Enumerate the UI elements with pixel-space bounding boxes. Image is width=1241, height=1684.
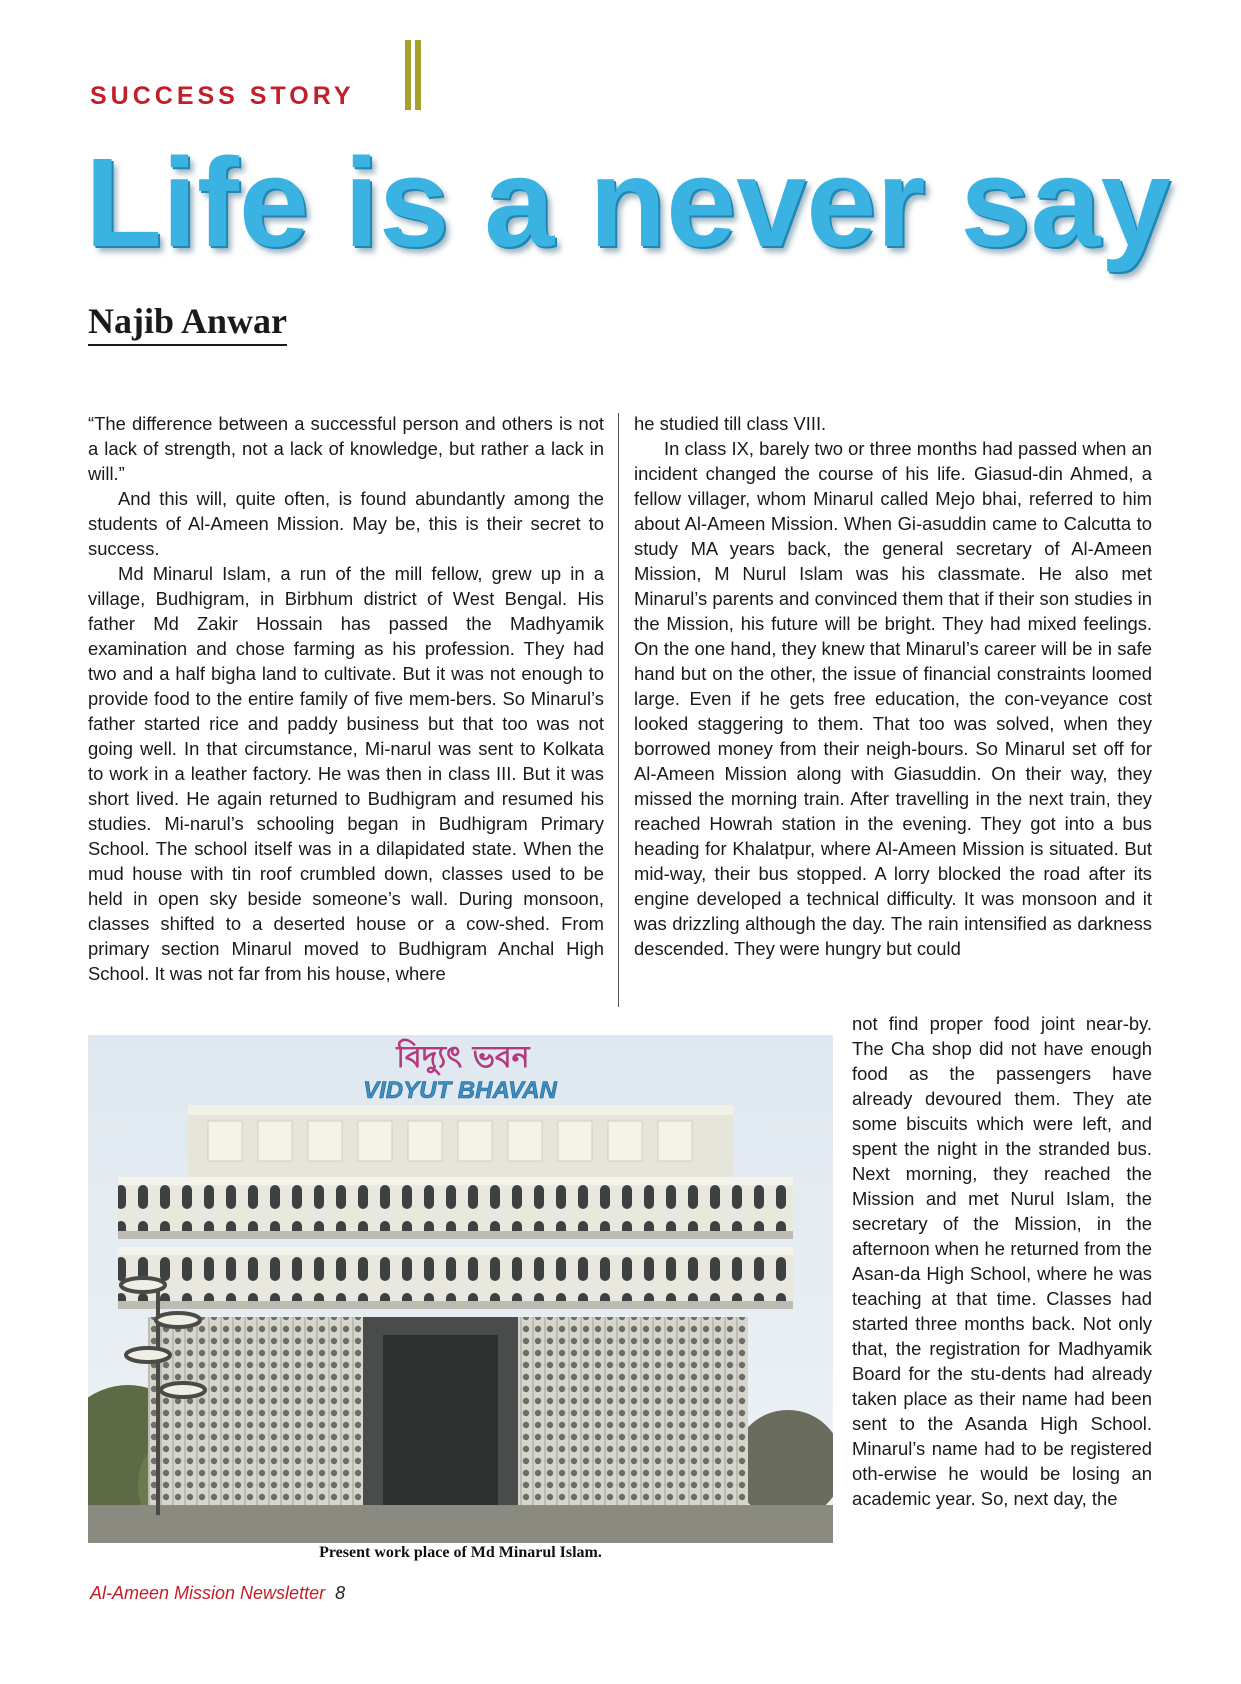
building-illustration <box>88 1035 833 1543</box>
column-divider <box>618 413 619 1007</box>
page-footer <box>90 1583 345 1604</box>
left-paragraph-1: “The difference between a successful person and others is not a lack of strength, not a lack of knowledge, but rather a lack in will.” <box>88 413 604 484</box>
headline: Life is a never say <box>85 132 1171 273</box>
page-number: 8 <box>335 1583 346 1603</box>
left-column <box>88 411 604 986</box>
sign-bengali: বিদ্যুৎ ভবন <box>396 1040 530 1075</box>
left-paragraph-2: And this will, quite often, is found abundantly among the students of Al-Ameen Mission. May be, this is their secret to success. <box>88 488 604 559</box>
section-bars <box>405 40 421 110</box>
right-paragraph-1: he studied till class VIII. <box>634 413 827 434</box>
publication-name: Al-Ameen Mission Newsletter <box>90 1583 326 1603</box>
sign-english: VIDYUT BHAVAN <box>363 1077 557 1104</box>
right-paragraph-2: In class IX, barely two or three months had passed when an incident changed the course of his life. Giasud-din Ahmed, a fellow villager, whom Minarul called Mejo bhai, referred to him about Al-Ameen Mission. When Gi-asuddin came to Calcutta to study MA years back, the general secretary of Al-Ameen Mission, M Nurul Islam was his classmate. He also met Minarul’s parents and convinced them that if their son studies in the Mission, his future will be bright. They had mixed feelings. On the one hand, they knew that Minarul’s career will be in safe hand but on the other, the issue of financial constraints loomed large. Even if he gets free education, the con-veyance cost looked staggering to them. That too was solved, when they borrowed money from their neigh-bours. So Minarul set off for Al-Ameen Mission along with Giasuddin. On their way, they missed the morning train. After travelling in the next train, they reached Howrah station in the evening. They got into a bus heading for Khalatpur, where Al-Ameen Mission is situated. But mid-way, their bus stopped. A lorry blocked the road after its engine developed a technical difficulty. It was monsoon and it was drizzling although the day. The rain intensified as darkness descended. They were hungry but could <box>634 438 1152 959</box>
right-column-bottom <box>852 1011 1152 1511</box>
right-paragraph-3: not find proper food joint near-by. The Cha shop did not have enough food as the passengers have already devoured them. They ate some biscuits which were left, and spent the night in the stranded bus. Next morning, they reached the Mission and met Nurul Islam, the secretary of the Mission, in the afternoon when he returned from the Asan-da High School, where he was teaching at that time. Classes had started three months back. Not only that, the registration for Madhyamik Board for the stu-dents had already taken place as their name had been sent to the Asanda High School. Minarul’s name had to be registered oth-erwise he would be losing an academic year. So, next day, the <box>852 1013 1152 1509</box>
photo-caption: Present work place of Md Minarul Islam. <box>319 1544 602 1561</box>
building-photo <box>88 1035 833 1543</box>
left-paragraph-3: Md Minarul Islam, a run of the mill fellow, grew up in a village, Budhigram, in Birbhum district of West Bengal. His father Md Zakir Hossain has passed the Madhyamik examination and chose farming as his profession. They had two and a half bigha land to cultivate. But it was not enough to provide food to the entire family of five mem-bers. So Minarul’s father started rice and paddy business but that too was not going well. In that circumstance, Mi-narul was sent to Kolkata to work in a leather factory. He was then in class III. But it was short lived. He again returned to Budhigram and resumed his studies. Mi-narul’s schooling began in Budhigram Primary School. The school itself was in a dilapidated state. When the mud house with tin roof crumbled down, classes used to be held in open sky beside someone’s wall. During monsoon, classes shifted to a deserted house or a cow-shed. From primary section Minarul moved to Budhigram Anchal High School. It was not far from his house, where <box>88 563 604 984</box>
author-byline: Najib Anwar <box>88 300 287 346</box>
section-label: SUCCESS STORY <box>90 82 355 110</box>
right-column-top <box>634 411 1152 961</box>
